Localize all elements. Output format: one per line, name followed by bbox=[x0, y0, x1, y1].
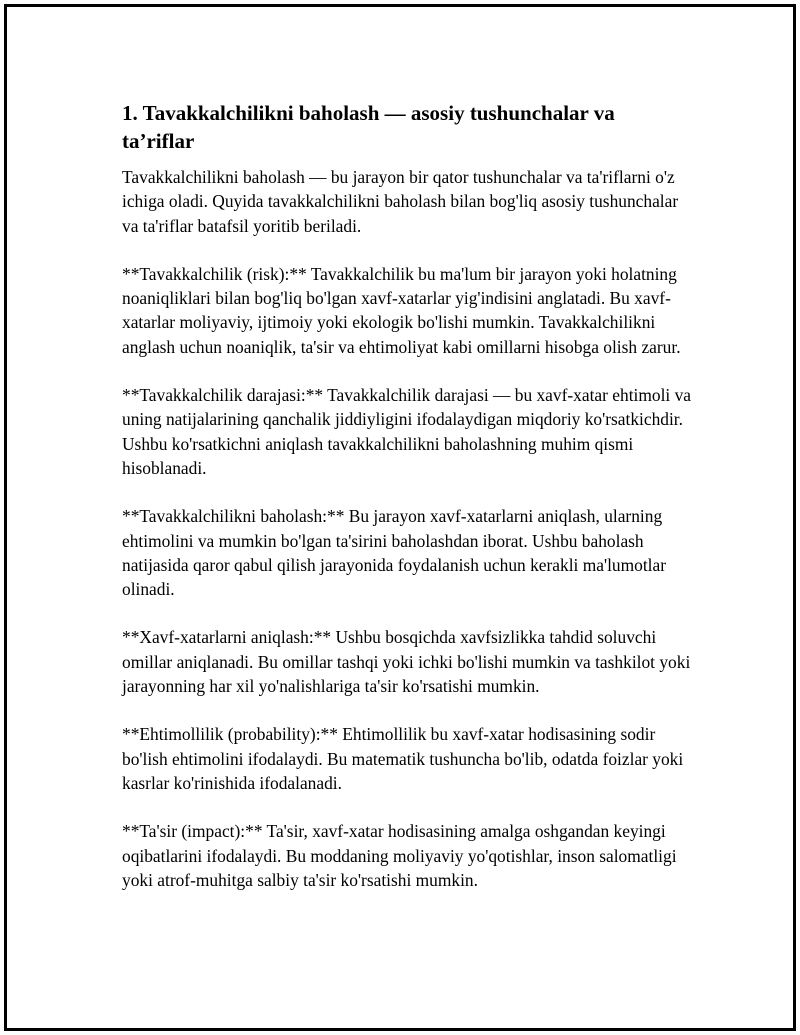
paragraph-probability: **Ehtimollilik (probability):** Ehtimollilik bu xavf-xatar hodisasining sodir bo'lish ehtimolini ifodalaydi. Bu matematik tushuncha bo'lib, odatda foizlar yoki kasrlar ko'rinishida ifodalanadi. bbox=[122, 724, 684, 793]
document-content bbox=[122, 99, 692, 916]
paragraph-intro: Tavakkalchilikni baholash — bu jarayon bir qator tushunchalar va ta'riflarni o'z ichiga oladi. Quyida tavakkalchilikni baholash bilan bog'liq asosiy tushunchalar va ta'riflar batafsil yoritib beriladi. bbox=[122, 167, 679, 236]
paragraph-hazard-identification: **Xavf-xatarlarni aniqlash:** Ushbu bosqichda xavfsizlikka tahdid soluvchi omillar aniqlanadi. Bu omillar tashqi yoki ichki bo'lishi mumkin va tashkilot yoki jarayonning har xil yo'nalishlariga ta'sir ko'rsatishi mumkin. bbox=[122, 627, 691, 697]
document-page bbox=[4, 4, 796, 1031]
document-title: 1. Tavakkalchilikni baholash — asosiy tushunchalar va ta’riflar bbox=[122, 101, 615, 153]
paragraph-risk-assessment: **Tavakkalchilikni baholash:** Bu jarayon xavf-xatarlarni aniqlash, ularning ehtimolini va mumkin bo'lgan ta'sirini baholashdan iborat. Ushbu baholash natijasida qaror qabul qilish jarayonida foydalanish uchun kerakli ma'lumotlar olinadi. bbox=[122, 506, 667, 600]
paragraph-risk-level: **Tavakkalchilik darajasi:** Tavakkalchilik darajasi — bu xavf-xatar ehtimoli va uning natijalarining qanchalik jiddiyligini ifodalaydigan miqdoriy ko'rsatkichdir. Ushbu ko'rsatkichni aniqlash tavakkalchilikni baholashning muhim qismi hisoblanadi. bbox=[122, 385, 692, 478]
paragraph-risk: **Tavakkalchilik (risk):** Tavakkalchilik bu ma'lum bir jarayon yoki holatning noaniqliklari bilan bog'liq bo'lgan xavf-xatarlar yig'indisini anglatadi. Bu xavf-xatarlar moliyaviy, ijtimoiy yoki ekologik bo'lishi mumkin. Tavakkalchilikni anglash uchun noaniqlik, ta'sir va ehtimoliyat kabi omillarni hisobga olish zarur. bbox=[122, 263, 681, 357]
paragraph-impact: **Ta'sir (impact):** Ta'sir, xavf-xatar hodisasining amalga oshgandan keyingi oqibatlarini ifodalaydi. Bu moddaning moliyaviy yo'qotishlar, inson salomatligi yoki atrof-muhitga salbiy ta'sir ko'rsatishi mumkin. bbox=[122, 821, 677, 890]
